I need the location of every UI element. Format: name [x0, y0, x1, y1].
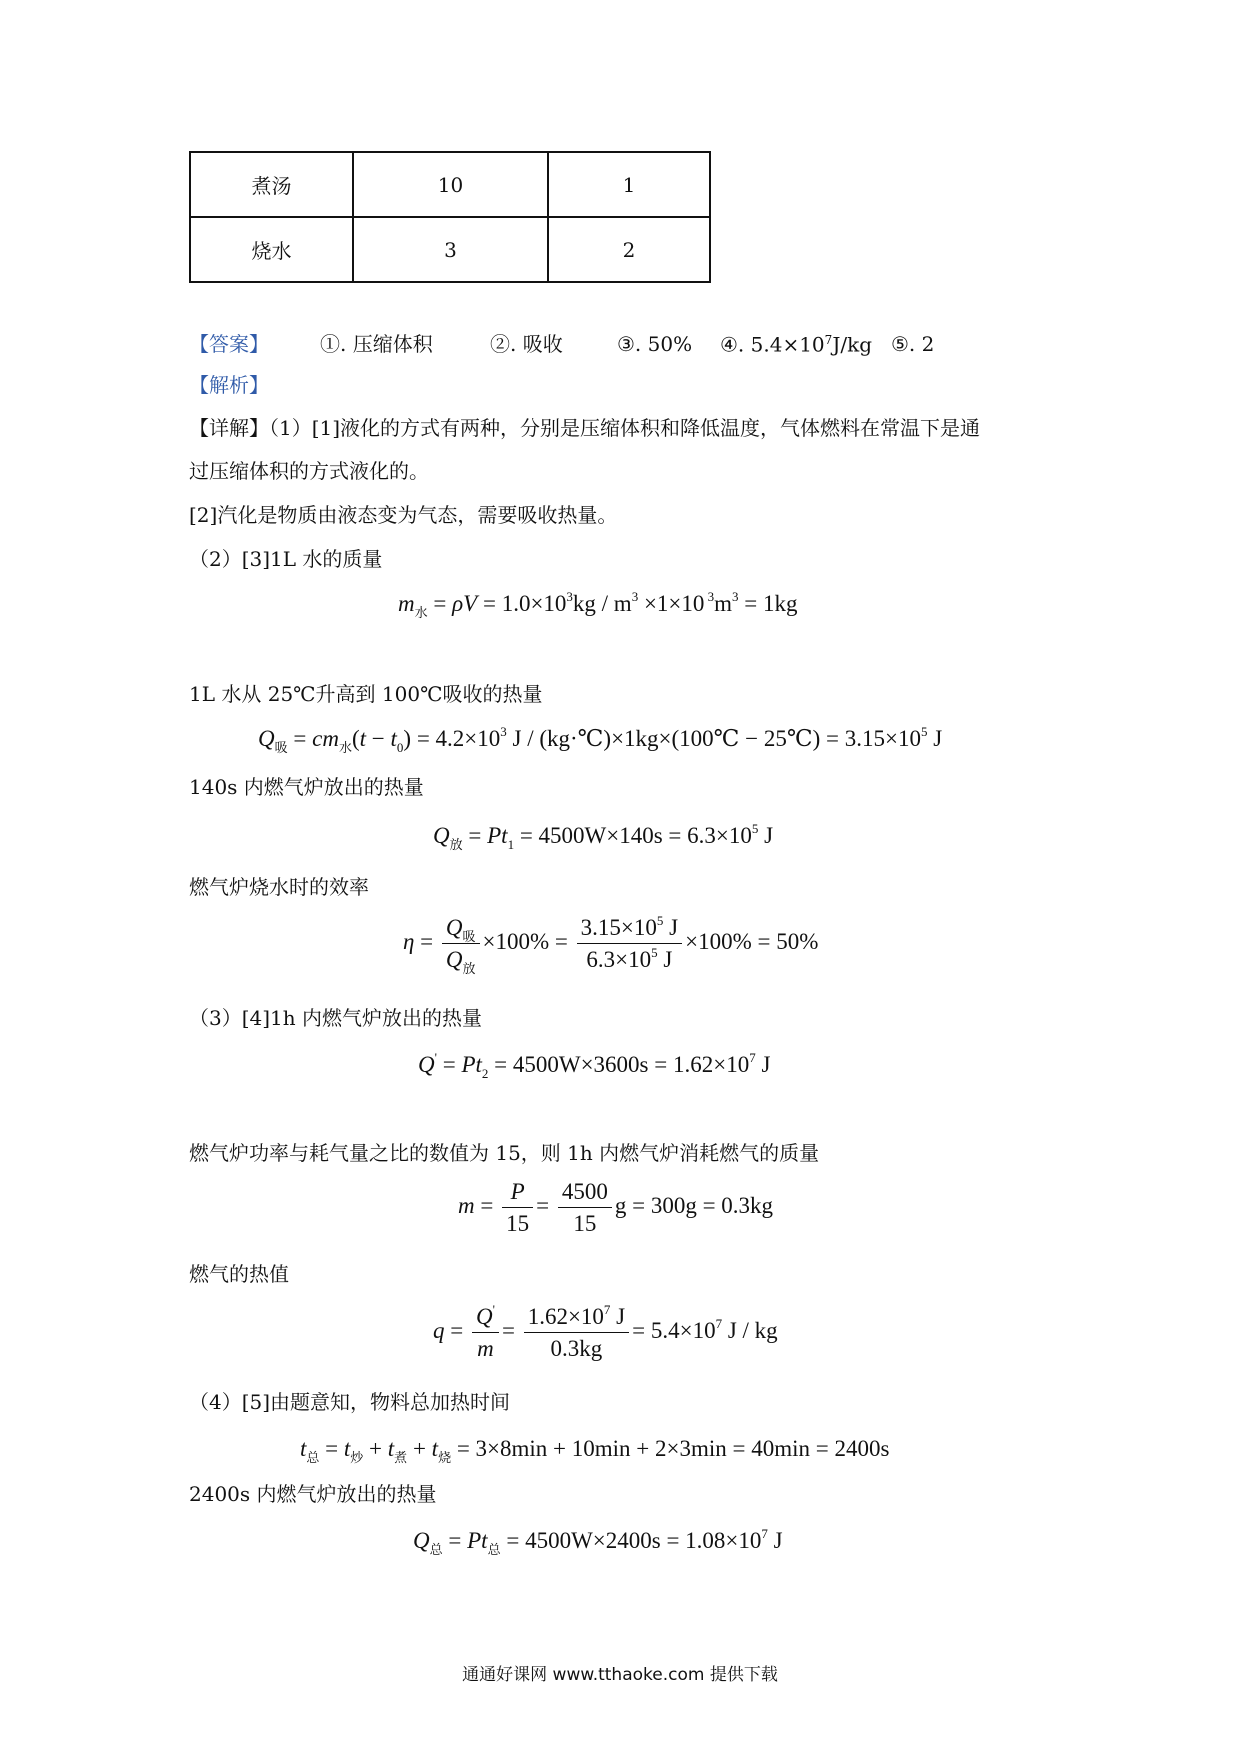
detail-p8: 燃气炉功率与耗气量之比的数值为 15，则 1h 内燃气炉消耗燃气的质量	[189, 1141, 820, 1165]
equation-water-mass: $m_水 = \rho V = 1.0\times 10^3kg / m^3 \times 1\times 10$ $^3m^3 = 1kg$	[398, 589, 798, 620]
answer-item-4-value: ④. 5.4×10	[720, 332, 825, 357]
table-cell: 3	[353, 217, 548, 282]
table-cell: 10	[353, 152, 548, 217]
answer-line	[189, 334, 269, 354]
fraction: $\frac{1.62\times 10^7 J}{0.3kg}$	[524, 1305, 629, 1360]
detail-p11: 2400s 内燃气炉放出的热量	[189, 1482, 437, 1506]
detail-p6: 燃气炉烧水时的效率	[189, 875, 369, 899]
equation-heat-absorbed: $Q_吸 = cm_水(t - t_0) = 4.2\times 10^3$ J / (kg·℃)×1kg×(100℃ − 25℃) = $3.15\times 10^5$ J	[258, 724, 943, 755]
table-cell: 2	[548, 217, 710, 282]
answer-item-3: ③. 50%	[617, 332, 693, 356]
table-row	[190, 152, 710, 217]
fraction: $\frac{4500}{15}$	[558, 1180, 612, 1235]
answer-item-2: ②. 吸收	[490, 332, 563, 356]
equation-gas-mass: m = $\frac{P}{15}$ = $\frac{4500}{15}$ g = 300g = 0.3kg	[458, 1179, 774, 1236]
equation-efficiency: η = $\frac{Q_吸}{Q_放}$ ×100% = $\frac{3.15\times 10^5 J}{6.3\times 10^5 J}$ ×100% = 50%	[403, 913, 819, 976]
detail-p5: 140s 内燃气炉放出的热量	[189, 775, 424, 799]
answer-item-4-exp: 7	[824, 333, 833, 347]
table-cell: 烧水	[190, 217, 353, 282]
data-table	[189, 151, 711, 283]
detail-p1-line2: 过压缩体积的方式液化的。	[189, 459, 429, 483]
fraction: $\frac{3.15\times 10^5 J}{6.3\times 10^5 J}$	[577, 916, 682, 971]
detail-p1-line1: （1）[1]液化的方式有两种，分别是压缩体积和降低温度，气体燃料在常温下是通	[269, 416, 981, 440]
table-row	[190, 217, 710, 282]
detail-p7: （3）[4]1h 内燃气炉放出的热量	[189, 1006, 483, 1030]
detail-p10: （4）[5]由题意知，物料总加热时间	[189, 1390, 511, 1414]
detail-p9: 燃气的热值	[189, 1262, 289, 1286]
answer-item-1: ①. 压缩体积	[320, 332, 433, 356]
detail-line-1	[189, 418, 980, 438]
footer-text: 通通好课网 www.tthaoke.com 提供下载	[462, 1665, 778, 1685]
equation-total-time: $t_总 = t_炒 + t_煮 + t_烧 = 3\times 8\min + 10\min + 2\times 3\min = 40\min = 2400s$	[300, 1436, 890, 1465]
equation-heat-released: $Q_放 = Pt_1 = 4500W\times 140s = 6.3\times 10^5$ J	[433, 821, 774, 852]
fraction: $\frac{Q_吸}{Q_放}$	[442, 916, 480, 971]
answer-item-4-unit: J/kg	[832, 332, 872, 357]
detail-label: 【详解】	[189, 416, 269, 440]
detail-p2: [2]汽化是物质由液态变为气态，需要吸收热量。	[189, 503, 618, 527]
detail-p3: （2）[3]1L 水的质量	[189, 547, 383, 571]
answer-label: 【答案】	[189, 332, 269, 356]
answer-item-5: ⑤. 2	[891, 332, 935, 356]
analysis-label: 【解析】	[189, 373, 269, 397]
answer-item-4	[720, 334, 872, 355]
equation-heat-1h: $Q' = Pt_2 = 4500W\times 3600s = 1.62\times 10^7$ J	[418, 1050, 771, 1081]
equation-heat-value: q = $\frac{Q'}{m}$ = $\frac{1.62\times 10^7 J}{0.3kg}$ = $5.4\times 10^7$ J / kg	[433, 1302, 778, 1361]
equation-total-heat: $Q_总 = Pt_总 = 4500W\times 2400s = 1.08\times 10^7$ J	[413, 1526, 783, 1557]
fraction: $\frac{Q'}{m}$	[472, 1305, 499, 1360]
table-cell: 1	[548, 152, 710, 217]
detail-p4: 1L 水从 25℃升高到 100℃吸收的热量	[189, 682, 543, 706]
fraction: $\frac{P}{15}$	[502, 1180, 533, 1235]
table-cell: 煮汤	[190, 152, 353, 217]
